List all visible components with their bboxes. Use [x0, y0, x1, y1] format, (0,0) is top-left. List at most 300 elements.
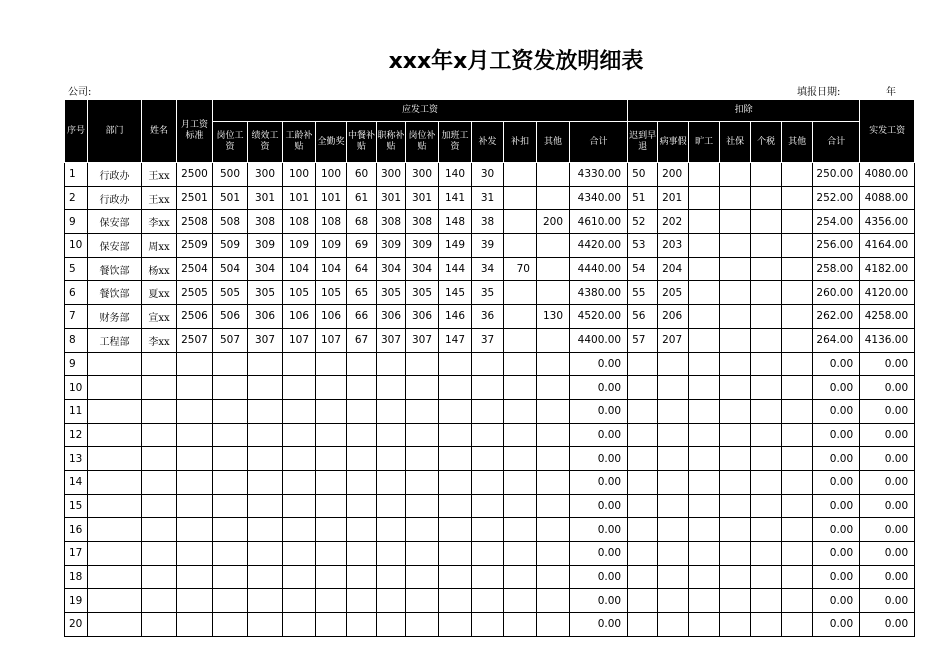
cell-deduct	[751, 494, 782, 518]
cell-payable	[504, 613, 537, 637]
table-row	[65, 518, 915, 542]
cell-dept	[88, 399, 142, 423]
header-base-salary: 月工资标准	[177, 100, 213, 163]
page-title: xxx年x月工资发放明细表	[388, 49, 644, 74]
cell-payable	[248, 518, 283, 542]
cell-dept: 保安部	[88, 234, 142, 258]
cell-dept	[88, 494, 142, 518]
cell-name	[142, 518, 177, 542]
cell-payable	[213, 613, 248, 637]
cell-dept	[88, 376, 142, 400]
cell-deduct	[658, 447, 689, 471]
cell-deduct	[658, 423, 689, 447]
cell-deduct	[658, 542, 689, 566]
company-label: 公司:	[68, 87, 92, 98]
cell-payable: 306	[406, 305, 439, 329]
cell-payable	[504, 589, 537, 613]
cell-payable	[316, 470, 347, 494]
cell-payable: 109	[283, 234, 316, 258]
header-payable-col: 其他	[537, 122, 570, 163]
cell-deduct	[658, 376, 689, 400]
header-dept: 部门	[88, 100, 142, 163]
cell-payable: 105	[316, 281, 347, 305]
cell-deduct-total: 0.00	[813, 542, 860, 566]
cell-name: 李xx	[142, 328, 177, 352]
cell-deduct	[689, 210, 720, 234]
cell-base-salary	[177, 423, 213, 447]
cell-deduct	[782, 257, 813, 281]
cell-deduct	[782, 399, 813, 423]
cell-payable: 35	[472, 281, 504, 305]
cell-deduct-total: 0.00	[813, 565, 860, 589]
cell-payable	[537, 423, 570, 447]
cell-name: 宣xx	[142, 305, 177, 329]
cell-payable	[439, 376, 472, 400]
cell-deduct	[628, 423, 658, 447]
cell-payable: 30	[472, 163, 504, 187]
cell-payable: 305	[377, 281, 406, 305]
cell-dept	[88, 447, 142, 471]
cell-deduct-total: 0.00	[813, 589, 860, 613]
cell-net-salary: 0.00	[860, 542, 915, 566]
cell-payable	[537, 447, 570, 471]
cell-payable	[537, 234, 570, 258]
cell-deduct	[689, 352, 720, 376]
cell-payable: 509	[213, 234, 248, 258]
cell-deduct	[658, 518, 689, 542]
cell-payable: 104	[316, 257, 347, 281]
cell-payable	[283, 447, 316, 471]
cell-payable	[537, 565, 570, 589]
cell-payable	[406, 494, 439, 518]
cell-payable: 200	[537, 210, 570, 234]
cell-net-salary: 0.00	[860, 447, 915, 471]
cell-base-salary: 2508	[177, 210, 213, 234]
cell-payable: 308	[248, 210, 283, 234]
cell-deduct	[689, 186, 720, 210]
cell-payable: 308	[377, 210, 406, 234]
cell-payable	[504, 447, 537, 471]
cell-deduct-total: 262.00	[813, 305, 860, 329]
cell-base-salary	[177, 613, 213, 637]
cell-deduct: 202	[658, 210, 689, 234]
cell-base-salary: 2507	[177, 328, 213, 352]
cell-deduct	[782, 281, 813, 305]
cell-deduct	[689, 376, 720, 400]
cell-payable	[472, 447, 504, 471]
cell-payable	[537, 257, 570, 281]
cell-base-salary	[177, 542, 213, 566]
cell-payable	[347, 376, 377, 400]
cell-deduct	[720, 399, 751, 423]
header-payable-group: 应发工资	[213, 100, 628, 122]
cell-name	[142, 423, 177, 447]
cell-net-salary: 4258.00	[860, 305, 915, 329]
cell-deduct-total: 0.00	[813, 518, 860, 542]
cell-payable	[504, 542, 537, 566]
cell-seq: 12	[65, 423, 88, 447]
cell-seq: 16	[65, 518, 88, 542]
cell-payable	[377, 494, 406, 518]
cell-payable: 140	[439, 163, 472, 187]
cell-base-salary	[177, 565, 213, 589]
cell-seq: 13	[65, 447, 88, 471]
cell-net-salary: 4080.00	[860, 163, 915, 187]
cell-payable: 301	[248, 186, 283, 210]
cell-deduct	[751, 589, 782, 613]
cell-payable	[283, 399, 316, 423]
cell-deduct: 201	[658, 186, 689, 210]
cell-base-salary: 2506	[177, 305, 213, 329]
cell-payable	[213, 518, 248, 542]
cell-deduct-total: 0.00	[813, 470, 860, 494]
cell-dept	[88, 613, 142, 637]
header-payable-col: 加班工资	[439, 122, 472, 163]
cell-name	[142, 352, 177, 376]
cell-payable: 109	[316, 234, 347, 258]
cell-payable	[537, 470, 570, 494]
cell-deduct: 52	[628, 210, 658, 234]
cell-deduct	[689, 542, 720, 566]
cell-deduct: 204	[658, 257, 689, 281]
cell-payable	[316, 352, 347, 376]
header-deduct-col: 其他	[782, 122, 813, 163]
cell-payable	[377, 376, 406, 400]
cell-payable: 37	[472, 328, 504, 352]
cell-payable	[439, 423, 472, 447]
cell-name	[142, 376, 177, 400]
cell-name: 王xx	[142, 163, 177, 187]
cell-deduct	[720, 210, 751, 234]
cell-seq: 11	[65, 399, 88, 423]
table-header	[65, 100, 915, 163]
cell-deduct	[689, 234, 720, 258]
cell-deduct	[782, 210, 813, 234]
cell-payable	[347, 542, 377, 566]
cell-payable: 101	[283, 186, 316, 210]
cell-seq: 7	[65, 305, 88, 329]
cell-payable	[504, 305, 537, 329]
cell-payable-total: 0.00	[570, 613, 628, 637]
cell-payable	[439, 352, 472, 376]
cell-payable	[439, 542, 472, 566]
cell-deduct: 50	[628, 163, 658, 187]
header-deduct-col: 病事假	[658, 122, 689, 163]
header-deduct-col: 旷工	[689, 122, 720, 163]
cell-payable: 304	[377, 257, 406, 281]
cell-payable: 31	[472, 186, 504, 210]
header-deduct-group: 扣除	[628, 100, 860, 122]
cell-payable: 307	[377, 328, 406, 352]
cell-payable	[472, 494, 504, 518]
cell-base-salary	[177, 352, 213, 376]
cell-dept	[88, 542, 142, 566]
cell-seq: 9	[65, 352, 88, 376]
cell-payable	[472, 589, 504, 613]
cell-payable: 64	[347, 257, 377, 281]
cell-payable: 500	[213, 163, 248, 187]
table-row	[65, 163, 915, 187]
cell-seq: 10	[65, 234, 88, 258]
cell-payable	[537, 281, 570, 305]
cell-deduct	[782, 305, 813, 329]
cell-payable	[504, 352, 537, 376]
year-label: 年	[886, 87, 896, 98]
cell-deduct	[751, 399, 782, 423]
cell-net-salary: 0.00	[860, 565, 915, 589]
cell-deduct	[689, 565, 720, 589]
cell-deduct	[720, 281, 751, 305]
cell-payable: 36	[472, 305, 504, 329]
cell-name: 王xx	[142, 186, 177, 210]
cell-payable	[248, 470, 283, 494]
cell-deduct	[751, 565, 782, 589]
table-row	[65, 234, 915, 258]
cell-deduct-total: 0.00	[813, 423, 860, 447]
cell-payable	[537, 542, 570, 566]
header-payable-col: 全勤奖	[316, 122, 347, 163]
cell-payable	[504, 399, 537, 423]
header-deduct-col: 合计	[813, 122, 860, 163]
cell-seq: 2	[65, 186, 88, 210]
header-payable-col: 合计	[570, 122, 628, 163]
cell-deduct	[628, 542, 658, 566]
cell-deduct-total: 256.00	[813, 234, 860, 258]
cell-payable: 60	[347, 163, 377, 187]
cell-payable	[504, 470, 537, 494]
cell-payable	[283, 589, 316, 613]
cell-payable	[213, 494, 248, 518]
cell-deduct	[782, 376, 813, 400]
cell-payable	[377, 470, 406, 494]
cell-payable	[472, 399, 504, 423]
cell-deduct: 53	[628, 234, 658, 258]
cell-net-salary: 0.00	[860, 589, 915, 613]
cell-payable	[248, 542, 283, 566]
cell-payable: 141	[439, 186, 472, 210]
cell-payable	[283, 494, 316, 518]
cell-payable	[213, 376, 248, 400]
cell-deduct-total: 260.00	[813, 281, 860, 305]
cell-name	[142, 494, 177, 518]
cell-payable	[377, 565, 406, 589]
table-row	[65, 589, 915, 613]
cell-payable	[504, 565, 537, 589]
cell-payable	[283, 423, 316, 447]
cell-deduct	[782, 470, 813, 494]
cell-payable	[347, 589, 377, 613]
cell-payable: 108	[316, 210, 347, 234]
cell-payable	[537, 163, 570, 187]
cell-payable: 38	[472, 210, 504, 234]
cell-net-salary: 0.00	[860, 613, 915, 637]
cell-seq: 14	[65, 470, 88, 494]
header-name: 姓名	[142, 100, 177, 163]
cell-payable-total: 4380.00	[570, 281, 628, 305]
cell-payable-total: 0.00	[570, 542, 628, 566]
cell-deduct	[658, 589, 689, 613]
cell-deduct	[751, 423, 782, 447]
cell-payable: 309	[248, 234, 283, 258]
cell-deduct	[720, 186, 751, 210]
table-row	[65, 542, 915, 566]
cell-payable	[439, 399, 472, 423]
cell-payable	[316, 565, 347, 589]
cell-payable	[472, 376, 504, 400]
cell-deduct	[689, 494, 720, 518]
cell-deduct-total: 0.00	[813, 399, 860, 423]
cell-deduct	[689, 281, 720, 305]
cell-deduct	[751, 234, 782, 258]
cell-payable	[283, 565, 316, 589]
cell-deduct	[628, 447, 658, 471]
cell-payable	[406, 376, 439, 400]
cell-deduct: 205	[658, 281, 689, 305]
cell-payable: 68	[347, 210, 377, 234]
cell-base-salary	[177, 589, 213, 613]
cell-payable: 300	[406, 163, 439, 187]
cell-payable	[213, 447, 248, 471]
cell-seq: 15	[65, 494, 88, 518]
cell-payable	[248, 423, 283, 447]
table-row	[65, 376, 915, 400]
cell-deduct	[751, 613, 782, 637]
cell-payable-total: 4330.00	[570, 163, 628, 187]
cell-dept: 财务部	[88, 305, 142, 329]
cell-payable	[316, 423, 347, 447]
cell-payable: 505	[213, 281, 248, 305]
cell-net-salary: 4088.00	[860, 186, 915, 210]
cell-net-salary: 0.00	[860, 494, 915, 518]
table-row	[65, 423, 915, 447]
cell-deduct	[751, 281, 782, 305]
cell-payable: 305	[248, 281, 283, 305]
cell-payable	[406, 518, 439, 542]
header-deduct-col: 迟到早退	[628, 122, 658, 163]
cell-payable	[537, 589, 570, 613]
cell-net-salary: 0.00	[860, 518, 915, 542]
cell-deduct	[628, 565, 658, 589]
cell-payable: 61	[347, 186, 377, 210]
cell-deduct	[628, 376, 658, 400]
cell-net-salary: 0.00	[860, 352, 915, 376]
cell-payable	[537, 518, 570, 542]
cell-dept: 行政办	[88, 163, 142, 187]
header-payable-col: 岗位补贴	[406, 122, 439, 163]
cell-deduct	[658, 565, 689, 589]
cell-deduct: 206	[658, 305, 689, 329]
cell-deduct: 203	[658, 234, 689, 258]
table-row	[65, 281, 915, 305]
cell-payable	[347, 423, 377, 447]
cell-payable: 104	[283, 257, 316, 281]
cell-deduct	[628, 518, 658, 542]
header-seq: 序号	[65, 100, 88, 163]
cell-deduct	[720, 376, 751, 400]
cell-seq: 20	[65, 613, 88, 637]
cell-payable	[316, 494, 347, 518]
cell-deduct	[720, 613, 751, 637]
cell-payable-total: 0.00	[570, 494, 628, 518]
cell-payable	[406, 589, 439, 613]
cell-payable	[406, 470, 439, 494]
cell-deduct	[751, 328, 782, 352]
cell-payable	[504, 376, 537, 400]
cell-payable	[283, 613, 316, 637]
cell-payable	[504, 234, 537, 258]
cell-payable: 66	[347, 305, 377, 329]
salary-table	[64, 99, 915, 637]
cell-net-salary: 4120.00	[860, 281, 915, 305]
cell-payable	[537, 328, 570, 352]
cell-payable	[406, 423, 439, 447]
cell-name	[142, 589, 177, 613]
cell-deduct	[689, 423, 720, 447]
cell-payable	[472, 352, 504, 376]
cell-deduct	[658, 613, 689, 637]
cell-deduct-total: 252.00	[813, 186, 860, 210]
cell-payable: 106	[283, 305, 316, 329]
cell-payable: 34	[472, 257, 504, 281]
cell-payable: 67	[347, 328, 377, 352]
cell-payable	[504, 494, 537, 518]
cell-deduct	[720, 589, 751, 613]
cell-payable	[472, 613, 504, 637]
cell-payable: 130	[537, 305, 570, 329]
cell-payable-total: 0.00	[570, 423, 628, 447]
header-net-salary: 实发工资	[860, 100, 915, 163]
cell-payable	[504, 186, 537, 210]
cell-dept: 保安部	[88, 210, 142, 234]
cell-deduct: 200	[658, 163, 689, 187]
cell-seq: 8	[65, 328, 88, 352]
cell-payable: 504	[213, 257, 248, 281]
cell-deduct	[720, 447, 751, 471]
cell-deduct-total: 0.00	[813, 376, 860, 400]
cell-deduct	[782, 328, 813, 352]
cell-deduct	[720, 565, 751, 589]
cell-payable: 144	[439, 257, 472, 281]
cell-deduct	[720, 494, 751, 518]
cell-deduct	[720, 305, 751, 329]
cell-name	[142, 542, 177, 566]
cell-deduct-total: 0.00	[813, 494, 860, 518]
cell-deduct: 207	[658, 328, 689, 352]
cell-payable-total: 4610.00	[570, 210, 628, 234]
table-row	[65, 494, 915, 518]
cell-name: 夏xx	[142, 281, 177, 305]
cell-seq: 6	[65, 281, 88, 305]
cell-payable	[537, 613, 570, 637]
cell-deduct	[751, 210, 782, 234]
cell-deduct: 55	[628, 281, 658, 305]
cell-deduct-total: 250.00	[813, 163, 860, 187]
cell-deduct-total: 264.00	[813, 328, 860, 352]
cell-payable	[377, 423, 406, 447]
cell-payable	[439, 613, 472, 637]
cell-payable	[504, 518, 537, 542]
cell-payable: 146	[439, 305, 472, 329]
cell-payable	[347, 494, 377, 518]
cell-payable	[504, 281, 537, 305]
cell-payable: 300	[248, 163, 283, 187]
cell-base-salary	[177, 447, 213, 471]
header-payable-col: 工龄补贴	[283, 122, 316, 163]
cell-payable	[213, 470, 248, 494]
cell-deduct	[782, 352, 813, 376]
header-payable-col: 补扣	[504, 122, 537, 163]
cell-net-salary: 0.00	[860, 376, 915, 400]
